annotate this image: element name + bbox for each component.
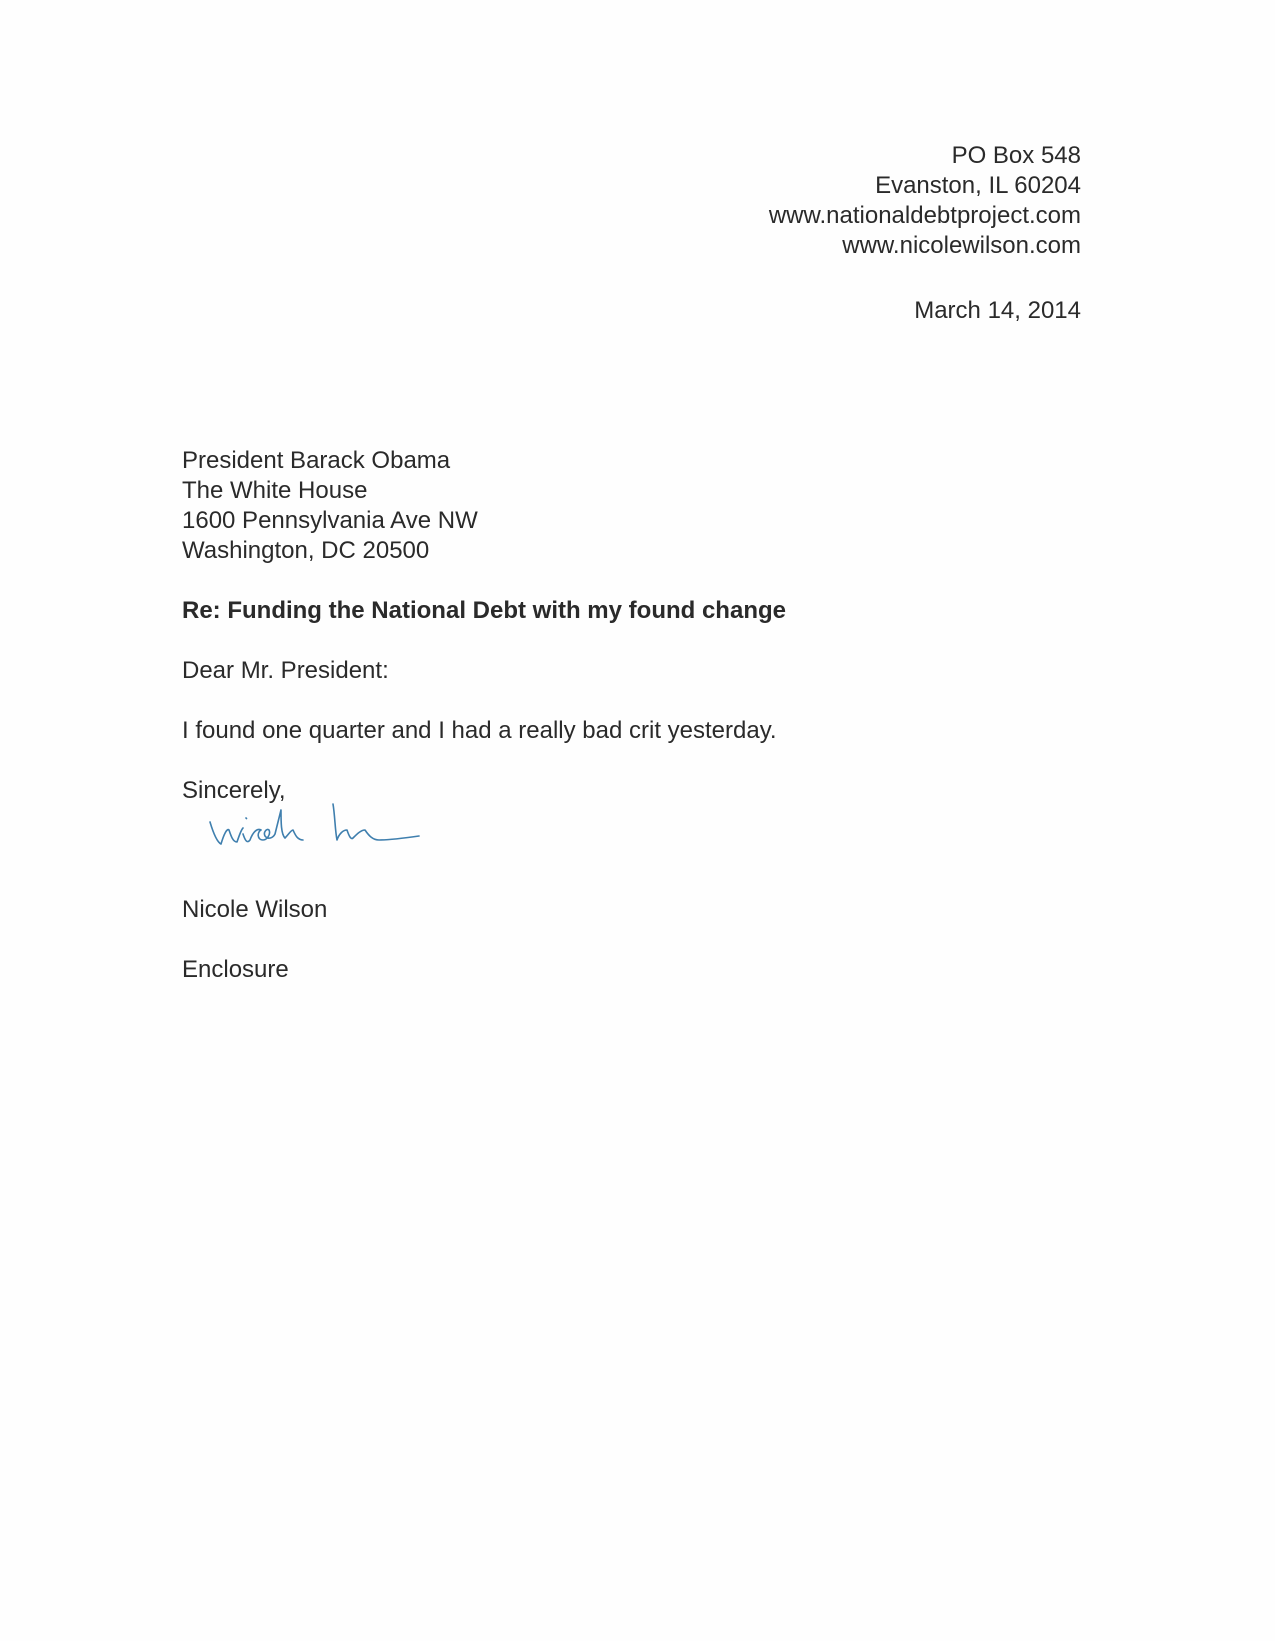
signer-name: Nicole Wilson [182, 896, 328, 923]
closing: Sincerely, [182, 777, 286, 804]
sender-website-personal: www.nicolewilson.com [842, 232, 1081, 259]
recipient-street: 1600 Pennsylvania Ave NW [182, 507, 478, 534]
sender-city-state-zip: Evanston, IL 60204 [875, 172, 1081, 199]
enclosure-note: Enclosure [182, 956, 289, 983]
sender-address-block [769, 141, 1081, 261]
recipient-address-block [182, 446, 478, 566]
letter-date: March 14, 2014 [914, 297, 1081, 324]
sender-po-box: PO Box 548 [951, 142, 1081, 169]
salutation: Dear Mr. President: [182, 657, 389, 684]
handwritten-signature-icon [205, 800, 445, 870]
recipient-city-state-zip: Washington, DC 20500 [182, 537, 430, 564]
recipient-name: President Barack Obama [182, 447, 451, 474]
recipient-organization: The White House [182, 477, 368, 504]
letter-body: I found one quarter and I had a really bad crit yesterday. [182, 717, 777, 744]
sender-website-debt-project: www.nationaldebtproject.com [768, 202, 1081, 229]
subject-line: Re: Funding the National Debt with my found change [182, 597, 786, 624]
